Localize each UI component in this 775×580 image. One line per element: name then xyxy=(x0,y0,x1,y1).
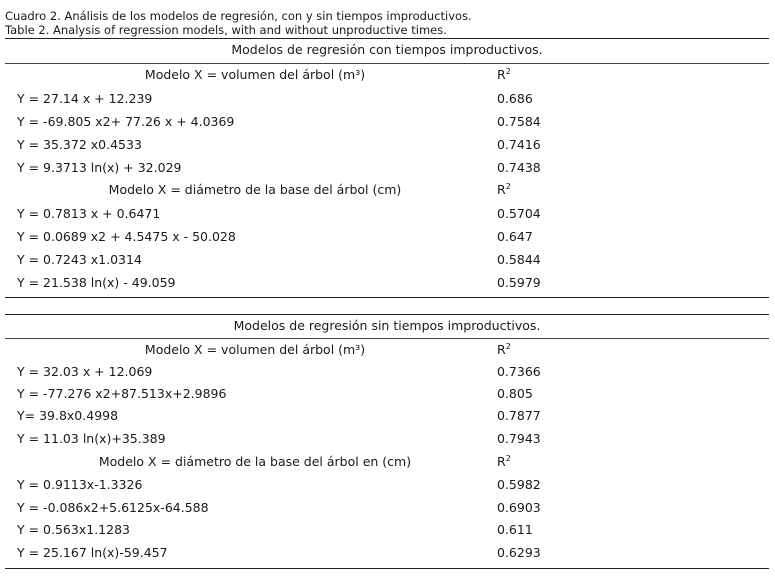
section-title-without-unproductive: Modelos de regresión sin tiempos improductivos. xyxy=(233,318,541,333)
r2-value-cell: 0.611 xyxy=(497,522,533,537)
r2-value-cell: 0.7416 xyxy=(497,137,541,152)
table-bottom-rule xyxy=(5,568,769,569)
equation-cell: Y = 0.0689 x2 + 4.5475 x - 50.028 xyxy=(17,229,236,244)
equation-cell: Y = -77.276 x2+87.513x+2.9896 xyxy=(17,386,227,401)
r2-value-cell: 0.686 xyxy=(497,91,533,106)
equation-cell: Y = -69.805 x2+ 77.26 x + 4.0369 xyxy=(17,114,235,129)
equation-cell: Y= 39.8x0.4998 xyxy=(17,408,119,423)
equation-cell: Y = 0.7243 x1.0314 xyxy=(17,252,142,267)
equation-cell: Y = 21.538 ln(x) - 49.059 xyxy=(17,275,176,290)
section-top-rule xyxy=(5,314,769,315)
r2-value-cell: 0.7943 xyxy=(497,431,541,446)
r2-header: $R^2$ xyxy=(497,454,511,469)
equation-cell: Y = 11.03 ln(x)+35.389 xyxy=(17,431,166,446)
table-caption-english: Table 2. Analysis of regression models, with and without unproductive times. xyxy=(5,23,447,37)
model-header-volume: Modelo X = volumen del árbol (m³) xyxy=(144,67,366,82)
equation-cell: Y = 32.03 x + 12.069 xyxy=(17,364,153,379)
equation-cell: Y = 35.372 x0.4533 xyxy=(17,137,142,152)
equation-cell: Y = -0.086x2+5.6125x-64.588 xyxy=(17,500,209,515)
section-rule xyxy=(5,338,769,339)
equation-cell: Y = 25.167 ln(x)-59.457 xyxy=(17,545,168,560)
r2-value-cell: 0.5704 xyxy=(497,206,541,221)
r2-value-cell: 0.805 xyxy=(497,386,533,401)
section-rule xyxy=(5,63,769,64)
r2-value-cell: 0.7438 xyxy=(497,160,541,175)
model-header-volume: Modelo X = volumen del árbol (m³) xyxy=(144,342,366,357)
model-header-diameter: Modelo X = diámetro de la base del árbol (cm) xyxy=(108,182,402,197)
equation-cell: Y = 0.563x1.1283 xyxy=(17,522,130,537)
r2-header: $R^2$ xyxy=(497,342,511,357)
r2-value-cell: 0.6903 xyxy=(497,500,541,515)
table-caption-spanish: Cuadro 2. Análisis de los modelos de regresión, con y sin tiempos improductivos. xyxy=(5,9,472,23)
r2-value-cell: 0.7877 xyxy=(497,408,541,423)
r2-value-cell: 0.7366 xyxy=(497,364,541,379)
r2-header: $R^2$ xyxy=(497,182,511,197)
section-bottom-rule xyxy=(5,297,769,298)
r2-value-cell: 0.5979 xyxy=(497,275,541,290)
r2-value-cell: 0.5844 xyxy=(497,252,541,267)
r2-header: $R^2$ xyxy=(497,67,511,82)
r2-value-cell: 0.7584 xyxy=(497,114,541,129)
equation-cell: Y = 0.7813 x + 0.6471 xyxy=(17,206,161,221)
section-title-with-unproductive: Modelos de regresión con tiempos improductivos. xyxy=(231,42,543,57)
r2-value-cell: 0.647 xyxy=(497,229,533,244)
equation-cell: Y = 9.3713 ln(x) + 32.029 xyxy=(17,160,182,175)
equation-cell: Y = 27.14 x + 12.239 xyxy=(17,91,153,106)
r2-value-cell: 0.6293 xyxy=(497,545,541,560)
r2-value-cell: 0.5982 xyxy=(497,477,541,492)
model-header-diameter: Modelo X = diámetro de la base del árbol en (cm) xyxy=(98,454,412,469)
table-top-rule xyxy=(5,38,769,39)
equation-cell: Y = 0.9113x-1.3326 xyxy=(17,477,143,492)
